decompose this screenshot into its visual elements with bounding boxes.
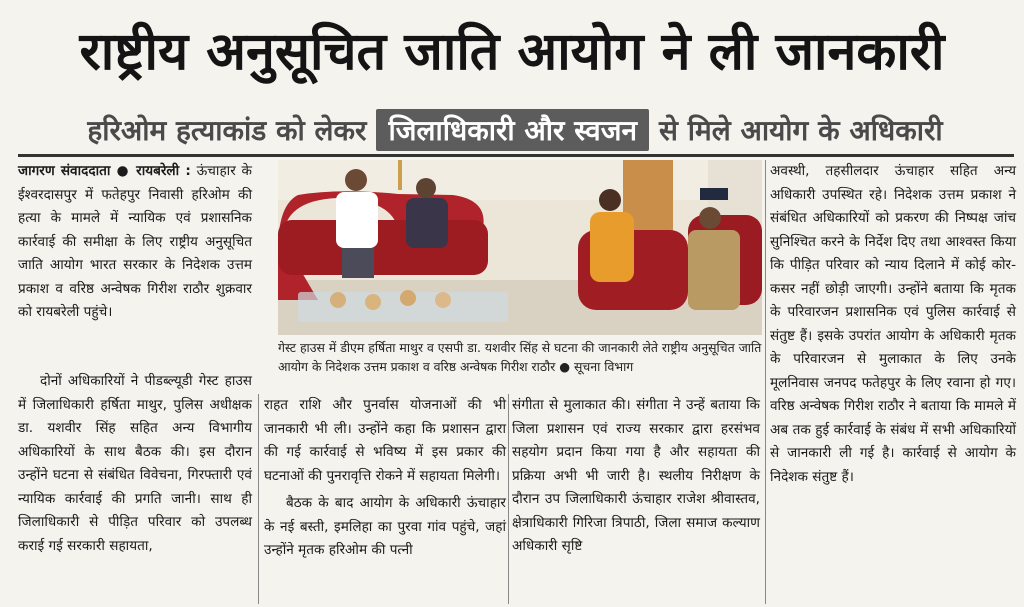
photo-caption: गेस्ट हाउस में डीएम हर्षिता माथुर व एसपी डा. यशवीर सिंह से घटना की जानकारी लेते राष्ट्रीय अनुसूचित जाति आयोग के निदेशक उत्तम प्रकाश व वरिष्ठ अन्वेषक गिरीश राठौर ● सूचना विभाग xyxy=(278,340,762,374)
subheadline-before: हरिओम हत्याकांड को लेकर xyxy=(87,114,367,147)
subheadline xyxy=(20,108,1010,152)
column-separator xyxy=(258,394,259,604)
meeting-photo-illustration xyxy=(278,160,762,335)
byline: जागरण संवाददाता ● रायबरेली : ऊंचाहार के ईश्वरदासपुर में फतेहपुर निवासी हरिओम की हत्या के मामले में न्यायिक एवं प्रशासनिक कार्रवाई की समीक्षा के लिए राष्ट्रीय अनुसूचित जाति आयोग भारत सरकार के निदेशक उत्तम प्रकाश व वरिष्ठ अन्वेषक गिरीश राठौर शुक्रवार को रायबरेली पहुंचे। xyxy=(18,163,252,320)
paragraph: दोनों अधिकारियों ने पीडब्ल्यूडी गेस्ट हाउस में जिलाधिकारी हर्षिता माथुर, पुलिस अधीक्षक डा. यशवीर सिंह सहित अन्य विभागीय अधिकारियों के साथ बैठक की। इस दौरान उन्होंने घटना से संबंधित विवेचना, गिरफ्तारी एवं न्यायिक कार्रवाई की प्रगति जानी। साथ ही जिलाधिकारी से पीड़ित परिवार को उपलब्ध कराई गई सरकारी सहायता, xyxy=(18,373,252,554)
column-separator xyxy=(508,394,509,604)
paragraph: संगीता से मुलाकात की। संगीता ने उन्हें बताया कि जिला प्रशासन एवं राज्य सरकार द्वारा हरसंभव सहयोग प्रदान किया गया है और सहायता की प्रक्रिया अभी भी जारी है। स्थलीय निरीक्षण के दौरान उप जिलाधिकारी ऊंचाहार राजेश श्रीवास्तव, क्षेत्राधिकारी गिरिजा त्रिपाठी, जिला समाज कल्याण अधिकारी सृष्टि xyxy=(512,397,760,554)
headline: राष्ट्रीय अनुसूचित जाति आयोग ने ली जानकारी xyxy=(79,22,945,82)
subheadline-highlight: जिलाधिकारी और स्वजन xyxy=(376,109,649,151)
column-1-bottom xyxy=(18,370,252,558)
subheadline-after: से मिले आयोग के अधिकारी xyxy=(659,114,943,147)
column-separator xyxy=(765,160,766,604)
column-4 xyxy=(770,160,1016,489)
paragraph: अवस्थी, तहसीलदार ऊंचाहार सहित अन्य अधिकारी उपस्थित रहे। निदेशक उत्तम प्रकाश ने संबंधित अधिकारियों को प्रकरण की निष्पक्ष जांच सुनिश्चित करने के निर्देश दिए तथा आश्वस्त किया कि पीड़ित परिवार को न्याय दिलाने में कोई कोर-कसर नहीं छोड़ी जाएगी। उन्होंने बताया कि मृतक के परिवारजन प्रशासनिक एवं पुलिस कार्रवाई से संतुष्ट हैं। इसके उपरांत आयोग के अधिकारी मृतक के परिवारजन से मुलाकात के लिए उनके मूलनिवास जनपद फतेहपुर के लिए रवाना हो गए। वरिष्ठ अन्वेषक गिरीश राठौर ने बताया कि मामले में अब तक हुई कार्रवाई के संबंध में सभी अधिकारियों से जानकारी ली गई है। कार्रवाई से आयोग के निदेशक संतुष्ट हैं। xyxy=(770,163,1016,485)
news-photo xyxy=(278,160,762,335)
column-2 xyxy=(264,394,506,563)
column-1-top xyxy=(18,160,252,325)
paragraph: राहत राशि और पुनर्वास योजनाओं की भी जानकारी भी ली। उन्होंने कहा कि प्रशासन द्वारा की गई कार्रवाई से भविष्य में इस प्रकार की घटनाओं की पुनरावृत्ति रोकने में सहायता मिलेगी। xyxy=(264,397,506,484)
paragraph: बैठक के बाद आयोग के अधिकारी ऊंचाहार के नई बस्ती, इमलिहा का पुरवा गांव पहुंचे, जहां उन्होंने मृतक हरिओम की पत्नी xyxy=(264,495,506,558)
column-3 xyxy=(512,394,760,559)
divider-rule xyxy=(18,154,1014,157)
